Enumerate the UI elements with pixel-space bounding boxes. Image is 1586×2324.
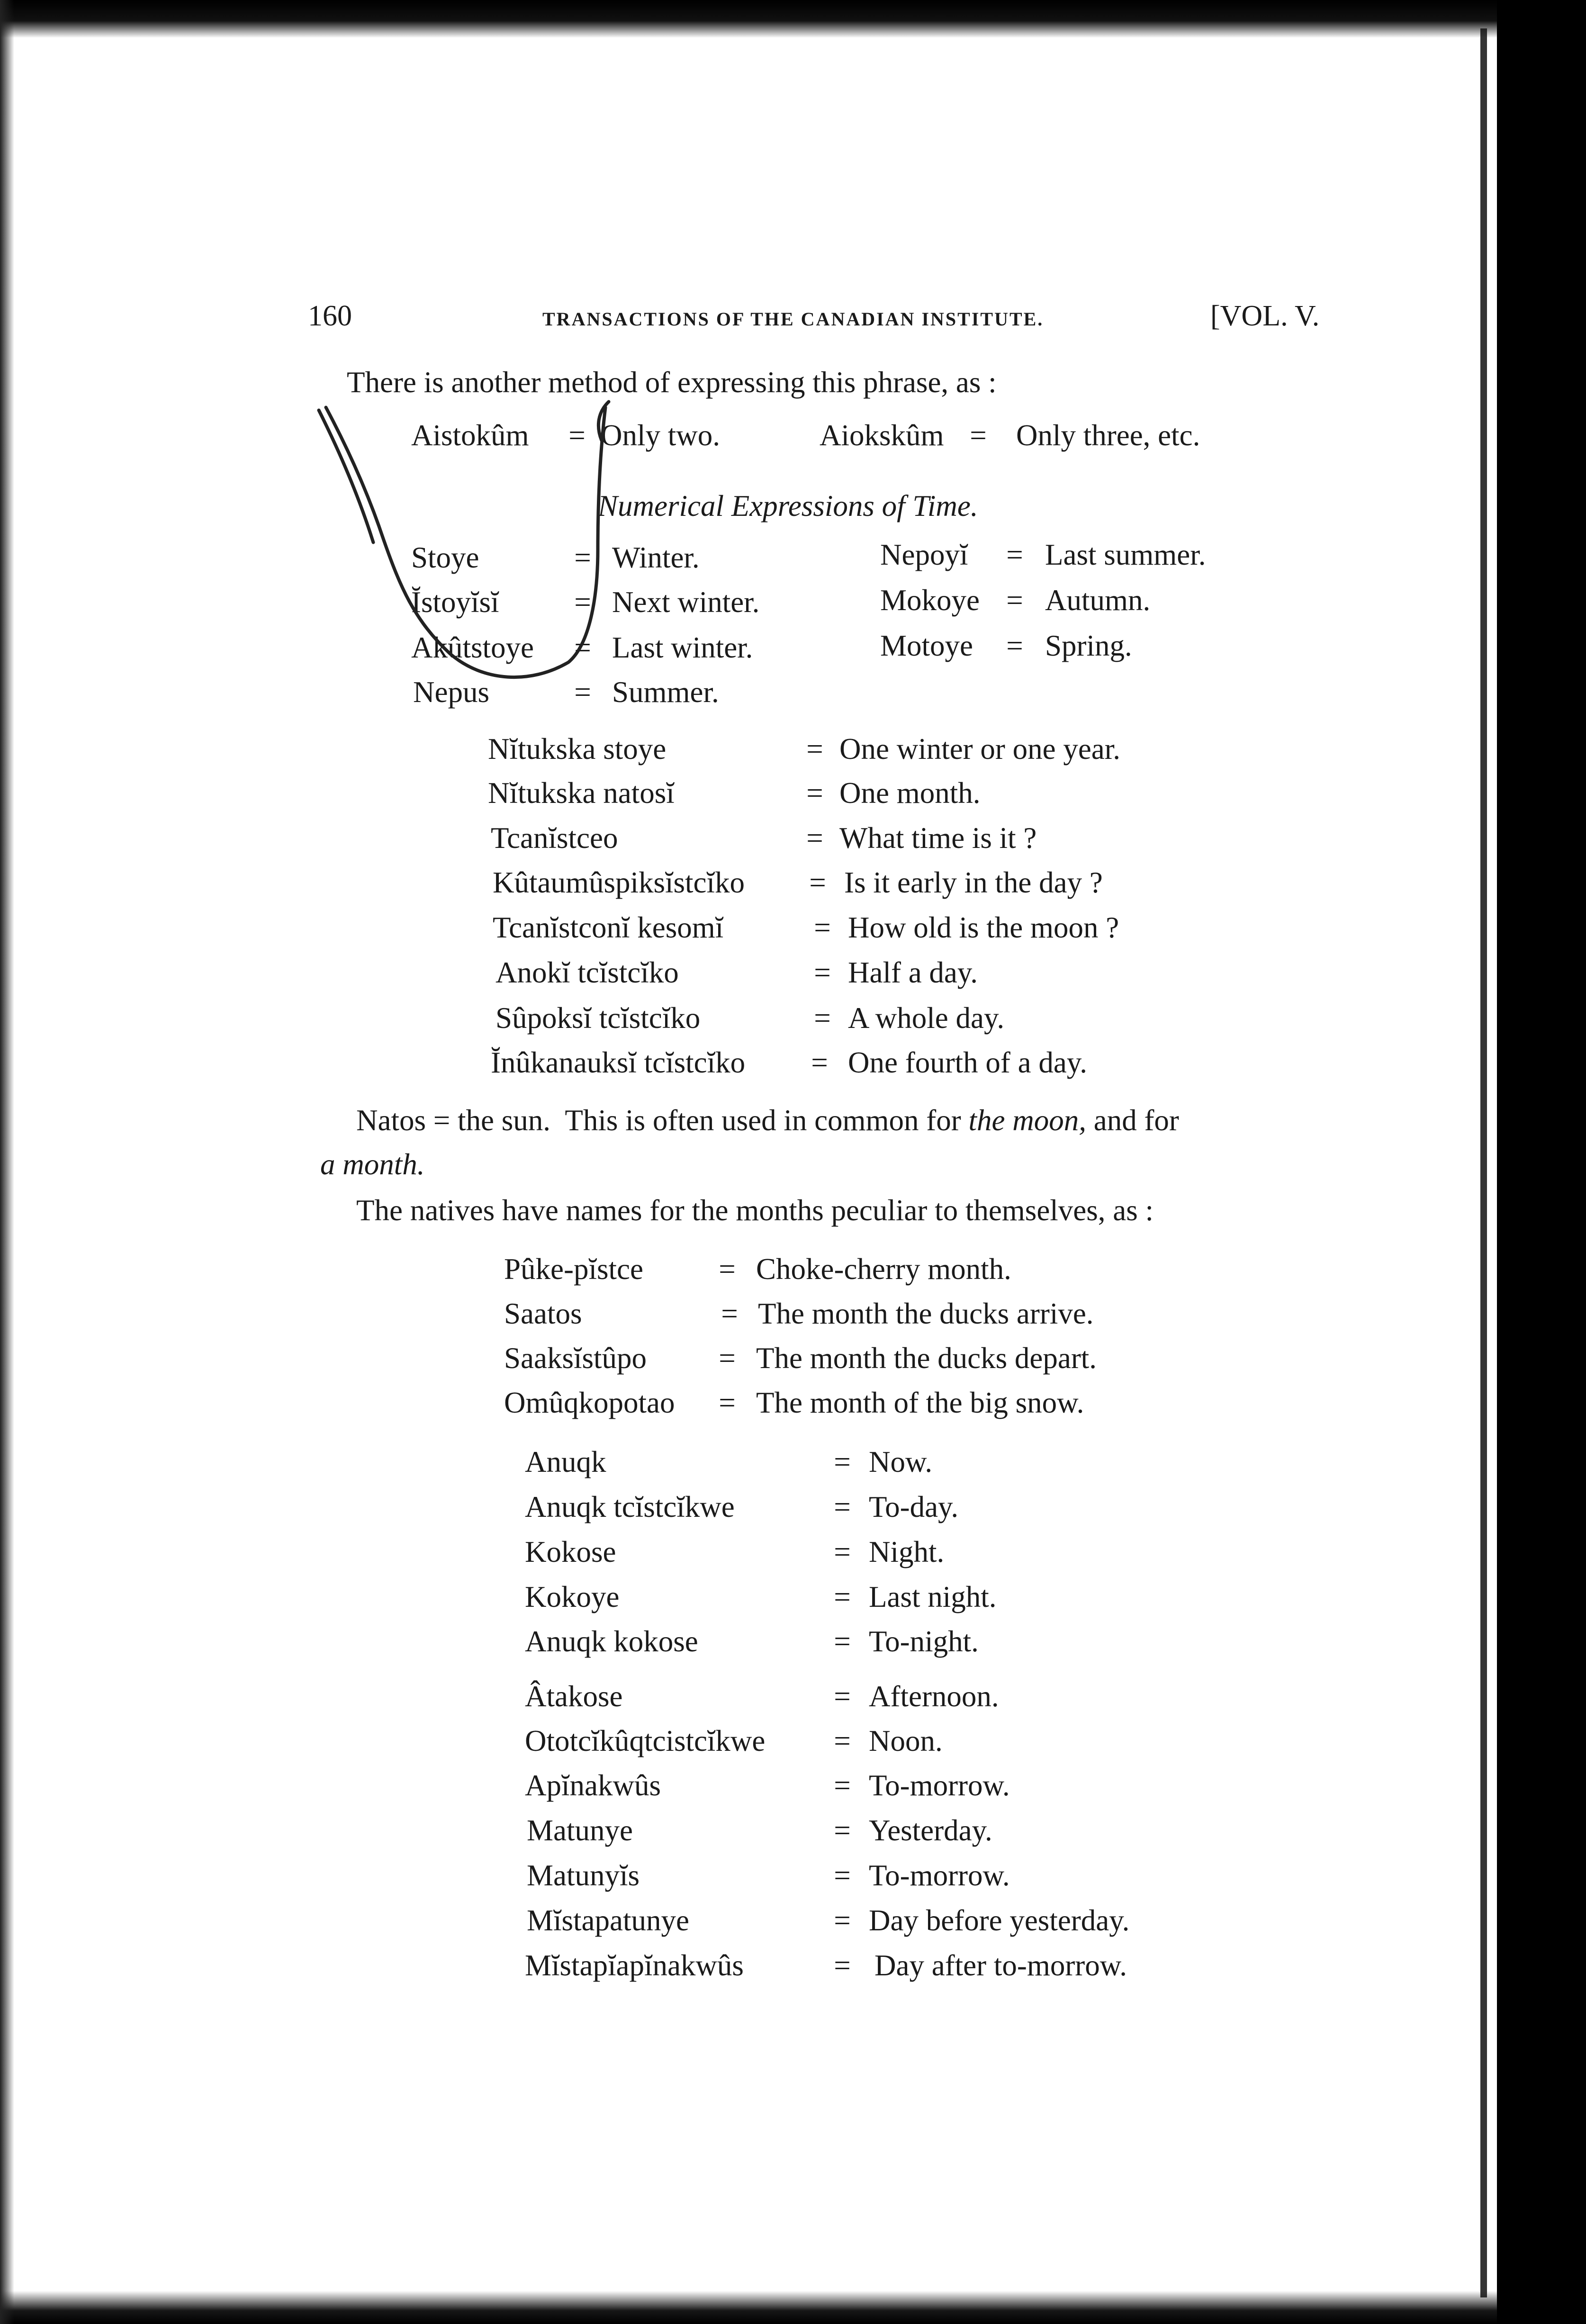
day-term: Kokoye (525, 1580, 620, 1613)
month-meaning: Choke-cherry month. (756, 1252, 1011, 1286)
season-meaning: Last winter. (612, 631, 753, 664)
phrase-meaning: One fourth of a day. (848, 1046, 1087, 1079)
equals-sign: = (834, 1814, 851, 1847)
season-meaning: Autumn. (1045, 584, 1151, 617)
day-meaning: Noon. (869, 1724, 943, 1757)
equals-sign: = (1006, 629, 1023, 662)
day-meaning: Last night. (869, 1580, 997, 1613)
equals-sign: = (719, 1342, 736, 1375)
equals-sign: = (719, 1386, 736, 1419)
equals-sign: = (834, 1724, 851, 1757)
phrase-term: Ĭnûkanauksĭ tcĭstcĭko (491, 1046, 746, 1079)
natos-moon: the moon, (968, 1104, 1086, 1137)
equals-sign: = (834, 1625, 851, 1658)
month-term: Saaksĭstûpo (504, 1342, 647, 1375)
alt-term: Aistokûm (411, 419, 529, 452)
volume-label: [VOL. V. (1210, 300, 1320, 332)
phrase-term: Tcanĭstceo (491, 821, 618, 855)
day-meaning: Day after to-morrow. (874, 1949, 1127, 1982)
day-meaning: Night. (869, 1535, 945, 1568)
day-meaning: Yesterday. (869, 1814, 992, 1847)
equals-sign: = (834, 1490, 851, 1523)
intro-paragraph: There is another method of expressing this phrase, as : (347, 366, 997, 399)
season-term: Stoye (411, 541, 479, 574)
season-term: Ĭstoyĭsĭ (411, 586, 499, 619)
equals-sign: = (433, 1104, 451, 1137)
equals-sign: = (834, 1904, 851, 1937)
alt-term: Aiokskûm (820, 419, 944, 452)
equals-sign: = (574, 586, 591, 619)
phrase-meaning: What time is it ? (839, 821, 1037, 855)
season-term: Akûtstoye (411, 631, 534, 664)
season-term: Motoye (880, 629, 973, 662)
equals-sign: = (811, 1046, 828, 1079)
equals-sign: = (1006, 538, 1023, 571)
natos-meaning: the sun. (458, 1104, 550, 1137)
month-term: Saatos (504, 1297, 582, 1330)
phrase-term: Tcanĭstconĭ kesomĭ (493, 911, 724, 944)
equals-sign: = (834, 1580, 851, 1613)
phrase-term: Nĭtukska stoye (488, 732, 667, 766)
phrase-meaning: Half a day. (848, 956, 978, 989)
day-term: Apĭnakwûs (525, 1769, 661, 1802)
months-intro: The natives have names for the months peculiar to themselves, as : (356, 1194, 1154, 1227)
equals-sign: = (574, 541, 591, 574)
equals-sign: = (834, 1445, 851, 1478)
equals-sign: = (809, 866, 826, 899)
equals-sign: = (814, 1001, 831, 1035)
equals-sign: = (806, 776, 823, 810)
equals-sign: = (834, 1769, 851, 1802)
phrase-meaning: How old is the moon ? (848, 911, 1119, 944)
day-term: Matunyĭs (527, 1859, 640, 1892)
equals-sign: = (719, 1252, 736, 1286)
phrase-term: Nĭtukska natosĭ (488, 776, 675, 810)
equals-sign: = (834, 1680, 851, 1713)
day-meaning: Afternoon. (869, 1680, 999, 1713)
season-meaning: Winter. (612, 541, 700, 574)
day-meaning: Now. (869, 1445, 933, 1478)
day-meaning: To-morrow. (869, 1859, 1010, 1892)
day-meaning: To-morrow. (869, 1769, 1010, 1802)
month-term: Omûqkopotao (504, 1386, 675, 1419)
equals-sign: = (574, 676, 591, 709)
day-term: Ototcĭkûqtcistcĭkwe (525, 1724, 766, 1757)
day-term: Anuqk kokose (525, 1625, 698, 1658)
phrase-meaning: One month. (839, 776, 981, 810)
month-meaning: The month of the big snow. (756, 1386, 1084, 1419)
season-term: Mokoye (880, 584, 980, 617)
day-meaning: To-day. (869, 1490, 959, 1523)
day-meaning: To-night. (869, 1625, 979, 1658)
journal-title: TRANSACTIONS OF THE CANADIAN INSTITUTE. (542, 308, 1044, 330)
phrase-meaning: One winter or one year. (839, 732, 1121, 766)
season-term: Nepus (413, 676, 489, 709)
equals-sign: = (834, 1535, 851, 1568)
equals-sign: = (834, 1949, 851, 1982)
phrase-term: Sûpoksĭ tcĭstcĭko (496, 1001, 701, 1035)
month-term: Pûke-pĭstce (504, 1252, 643, 1286)
season-meaning: Spring. (1045, 629, 1132, 662)
day-term: Mĭstapĭapĭnakwûs (525, 1949, 744, 1982)
equals-sign: = (970, 419, 987, 452)
day-term: Kokose (525, 1535, 616, 1568)
phrase-term: Anokĭ tcĭstcĭko (496, 956, 679, 989)
equals-sign: = (814, 956, 831, 989)
day-meaning: Day before yesterday. (869, 1904, 1130, 1937)
month-meaning: The month the ducks arrive. (758, 1297, 1094, 1330)
day-term: Âtakose (525, 1680, 623, 1713)
equals-sign: = (814, 911, 831, 944)
phrase-term: Kûtaumûspiksĭstcĭko (493, 866, 745, 899)
natos-note-end: and for (1093, 1104, 1179, 1137)
equals-sign: = (834, 1859, 851, 1892)
equals-sign: = (1006, 584, 1023, 617)
equals-sign: = (806, 732, 823, 766)
phrase-meaning: A whole day. (848, 1001, 1005, 1035)
season-meaning: Next winter. (612, 586, 760, 619)
natos-term: Natos (356, 1104, 426, 1137)
equals-sign: = (721, 1297, 738, 1330)
natos-note: This is often used in common for (565, 1104, 961, 1137)
day-term: Matunye (527, 1814, 633, 1847)
natos-paragraph-end: a month. (320, 1148, 425, 1181)
day-term: Mĭstapatunye (527, 1904, 689, 1937)
alt-meaning: Only three, etc. (1016, 419, 1200, 452)
season-term: Nepoyĭ (880, 538, 968, 571)
equals-sign: = (568, 419, 586, 452)
season-meaning: Summer. (612, 676, 719, 709)
equals-sign: = (806, 821, 823, 855)
day-term: Anuqk tcĭstcĭkwe (525, 1490, 735, 1523)
page-number: 160 (308, 300, 352, 332)
section-heading: Numerical Expressions of Time. (598, 489, 978, 522)
alt-meaning: Only two. (601, 419, 720, 452)
phrase-meaning: Is it early in the day ? (844, 866, 1103, 899)
month-meaning: The month the ducks depart. (756, 1342, 1097, 1375)
day-term: Anuqk (525, 1445, 606, 1478)
equals-sign: = (574, 631, 591, 664)
season-meaning: Last summer. (1045, 538, 1206, 571)
